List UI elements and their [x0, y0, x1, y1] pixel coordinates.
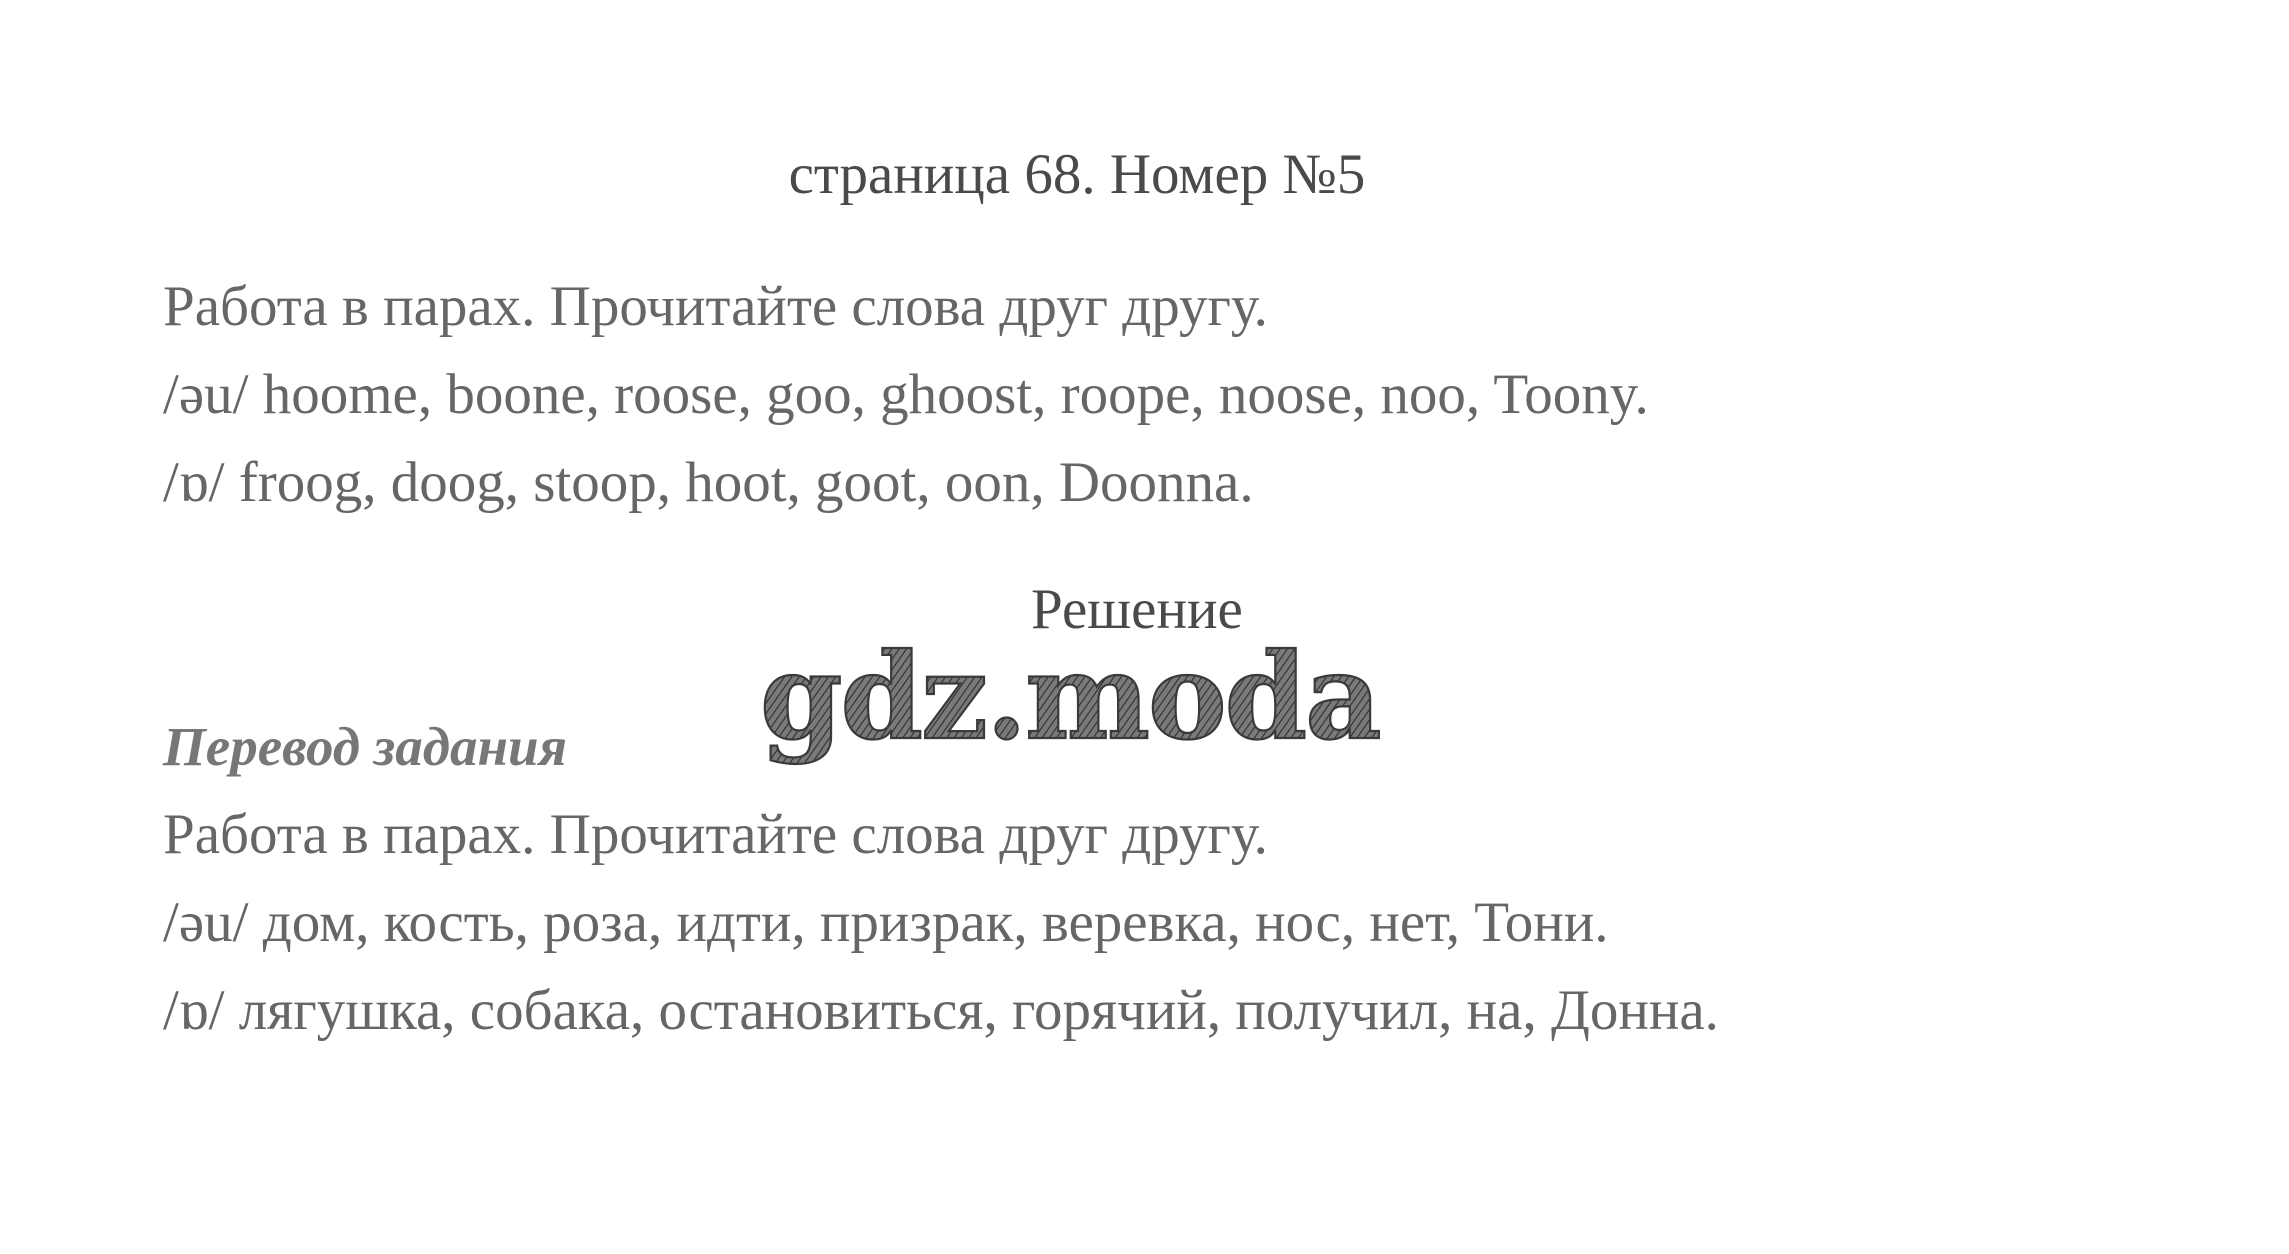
svg-text:gdz.moda: gdz.moda [760, 628, 1380, 766]
task-line-ou: /əu/ hoome, boone, roose, goo, ghoost, roope, noose, noo, Toony. [163, 363, 1649, 426]
translation-title: Перевод задания [163, 716, 567, 777]
page-title-text: страница 68. Номер №5 [788, 143, 1366, 206]
translation-line-o: /ɒ/ лягушка, собака, остановиться, горячий, получил, на, Донна. [163, 979, 1719, 1042]
translation-instruction: Работа в парах. Прочитайте слова друг другу. [163, 803, 1268, 866]
page-title [0, 140, 2289, 210]
solution-heading: Решение [1031, 578, 1243, 641]
task-line-o: /ɒ/ froog, doog, stoop, hoot, goot, oon, Doonna. [163, 451, 1254, 514]
gdz-moda-watermark [752, 628, 1412, 778]
task-instruction: Работа в парах. Прочитайте слова друг другу. [163, 275, 1268, 338]
translation-line-ou: /əu/ дом, кость, роза, идти, призрак, веревка, нос, нет, Тони. [163, 891, 1609, 954]
